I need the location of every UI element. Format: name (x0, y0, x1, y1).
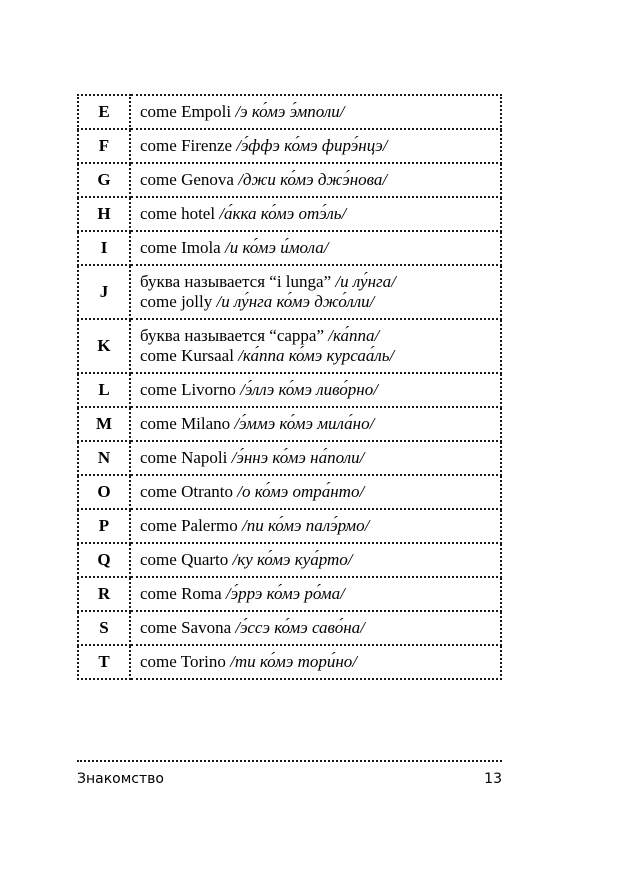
table-row (78, 129, 501, 163)
example-text: come Napoli (140, 448, 232, 467)
pronunciation: /э ко́мэ э́мполи/ (235, 102, 345, 121)
letter-cell: T (78, 645, 130, 679)
letter-cell: G (78, 163, 130, 197)
alphabet-table (77, 94, 502, 680)
letter-cell: R (78, 577, 130, 611)
description-cell (130, 407, 501, 441)
table-row (78, 163, 501, 197)
example-text: come Empoli (140, 102, 236, 121)
letter-cell: F (78, 129, 130, 163)
description-cell (130, 373, 501, 407)
example-text: come Palermo (140, 516, 242, 535)
letter-cell: M (78, 407, 130, 441)
example-text: come Imola (140, 238, 225, 257)
description-line (140, 482, 500, 502)
description-cell (130, 231, 501, 265)
letter-cell: K (78, 319, 130, 373)
pronunciation: /э́ммэ ко́мэ мила́но/ (234, 414, 375, 433)
pronunciation: /и лу́нга/ (335, 272, 396, 291)
example-text: come Otranto (140, 482, 238, 501)
letter-cell: Q (78, 543, 130, 577)
description-line (140, 346, 500, 366)
pronunciation: /ка́ппа/ (328, 326, 380, 345)
pronunciation: /ка́ппа ко́мэ курсаа́ль/ (238, 346, 395, 365)
example-text: come Roma (140, 584, 226, 603)
description-cell (130, 543, 501, 577)
table-row (78, 95, 501, 129)
description-line (140, 272, 500, 292)
example-text: come Livorno (140, 380, 241, 399)
pronunciation: /и ко́мэ и́мола/ (224, 238, 329, 257)
letter-cell: I (78, 231, 130, 265)
letter-cell: H (78, 197, 130, 231)
description-cell (130, 197, 501, 231)
description-line (140, 516, 500, 536)
example-text: come Genova (140, 170, 239, 189)
description-line (140, 292, 500, 312)
example-text: come jolly (140, 292, 217, 311)
description-line (140, 550, 500, 570)
table-row (78, 407, 501, 441)
pronunciation: /э́ффэ ко́мэ фирэ́нцэ/ (236, 136, 388, 155)
table-row (78, 543, 501, 577)
letter-cell: J (78, 265, 130, 319)
letter-cell: N (78, 441, 130, 475)
pronunciation: /и лу́нга ко́мэ джо́лли/ (216, 292, 375, 311)
description-line (140, 170, 500, 190)
example-text: come Kursaal (140, 346, 239, 365)
example-text: come Savona (140, 618, 236, 637)
alphabet-table-body (78, 95, 501, 679)
description-line (140, 652, 500, 672)
description-cell (130, 129, 501, 163)
pronunciation: /о ко́мэ отра́нто/ (237, 482, 365, 501)
pronunciation: /джи ко́мэ джэ́нова/ (238, 170, 388, 189)
table-row (78, 577, 501, 611)
description-line (140, 238, 500, 258)
description-line (140, 448, 500, 468)
description-line (140, 136, 500, 156)
table-row (78, 319, 501, 373)
description-cell (130, 319, 501, 373)
description-line (140, 326, 500, 346)
description-line (140, 380, 500, 400)
description-line (140, 414, 500, 434)
table-row (78, 231, 501, 265)
example-text: come Torino (140, 652, 231, 671)
table-row (78, 373, 501, 407)
description-line (140, 102, 500, 122)
description-cell (130, 611, 501, 645)
section-title: Знакомство (77, 771, 164, 787)
footer-divider (77, 760, 502, 762)
description-cell (130, 475, 501, 509)
description-line (140, 618, 500, 638)
pronunciation: /э́ррэ ко́мэ ро́ма/ (225, 584, 345, 603)
table-row (78, 475, 501, 509)
pronunciation: /э́ллэ ко́мэ ливо́рно/ (240, 380, 378, 399)
pronunciation: /а́кка ко́мэ отэ́ль/ (219, 204, 347, 223)
description-line (140, 204, 500, 224)
example-text: come Firenze (140, 136, 237, 155)
letter-cell: E (78, 95, 130, 129)
letter-cell: L (78, 373, 130, 407)
example-text: come Quarto (140, 550, 233, 569)
description-cell (130, 441, 501, 475)
table-row (78, 265, 501, 319)
description-cell (130, 163, 501, 197)
pronunciation: /э́ннэ ко́мэ на́поли/ (231, 448, 365, 467)
table-row (78, 509, 501, 543)
letter-cell: O (78, 475, 130, 509)
page-number: 13 (484, 771, 502, 787)
description-cell (130, 95, 501, 129)
pronunciation: /ти ко́мэ тори́но/ (230, 652, 358, 671)
pronunciation: /пи ко́мэ палэ́рмо/ (241, 516, 370, 535)
example-text: буква называется “i lunga” (140, 272, 336, 291)
letter-cell: P (78, 509, 130, 543)
letter-cell: S (78, 611, 130, 645)
table-row (78, 611, 501, 645)
pronunciation: /э́ссэ ко́мэ саво́на/ (235, 618, 365, 637)
description-line (140, 584, 500, 604)
table-row (78, 197, 501, 231)
description-cell (130, 577, 501, 611)
table-row (78, 645, 501, 679)
description-cell (130, 645, 501, 679)
description-cell (130, 509, 501, 543)
table-row (78, 441, 501, 475)
example-text: come Milano (140, 414, 235, 433)
example-text: буква называется “cappa” (140, 326, 329, 345)
example-text: come hotel (140, 204, 220, 223)
description-cell (130, 265, 501, 319)
pronunciation: /ку ко́мэ куа́рто/ (232, 550, 353, 569)
